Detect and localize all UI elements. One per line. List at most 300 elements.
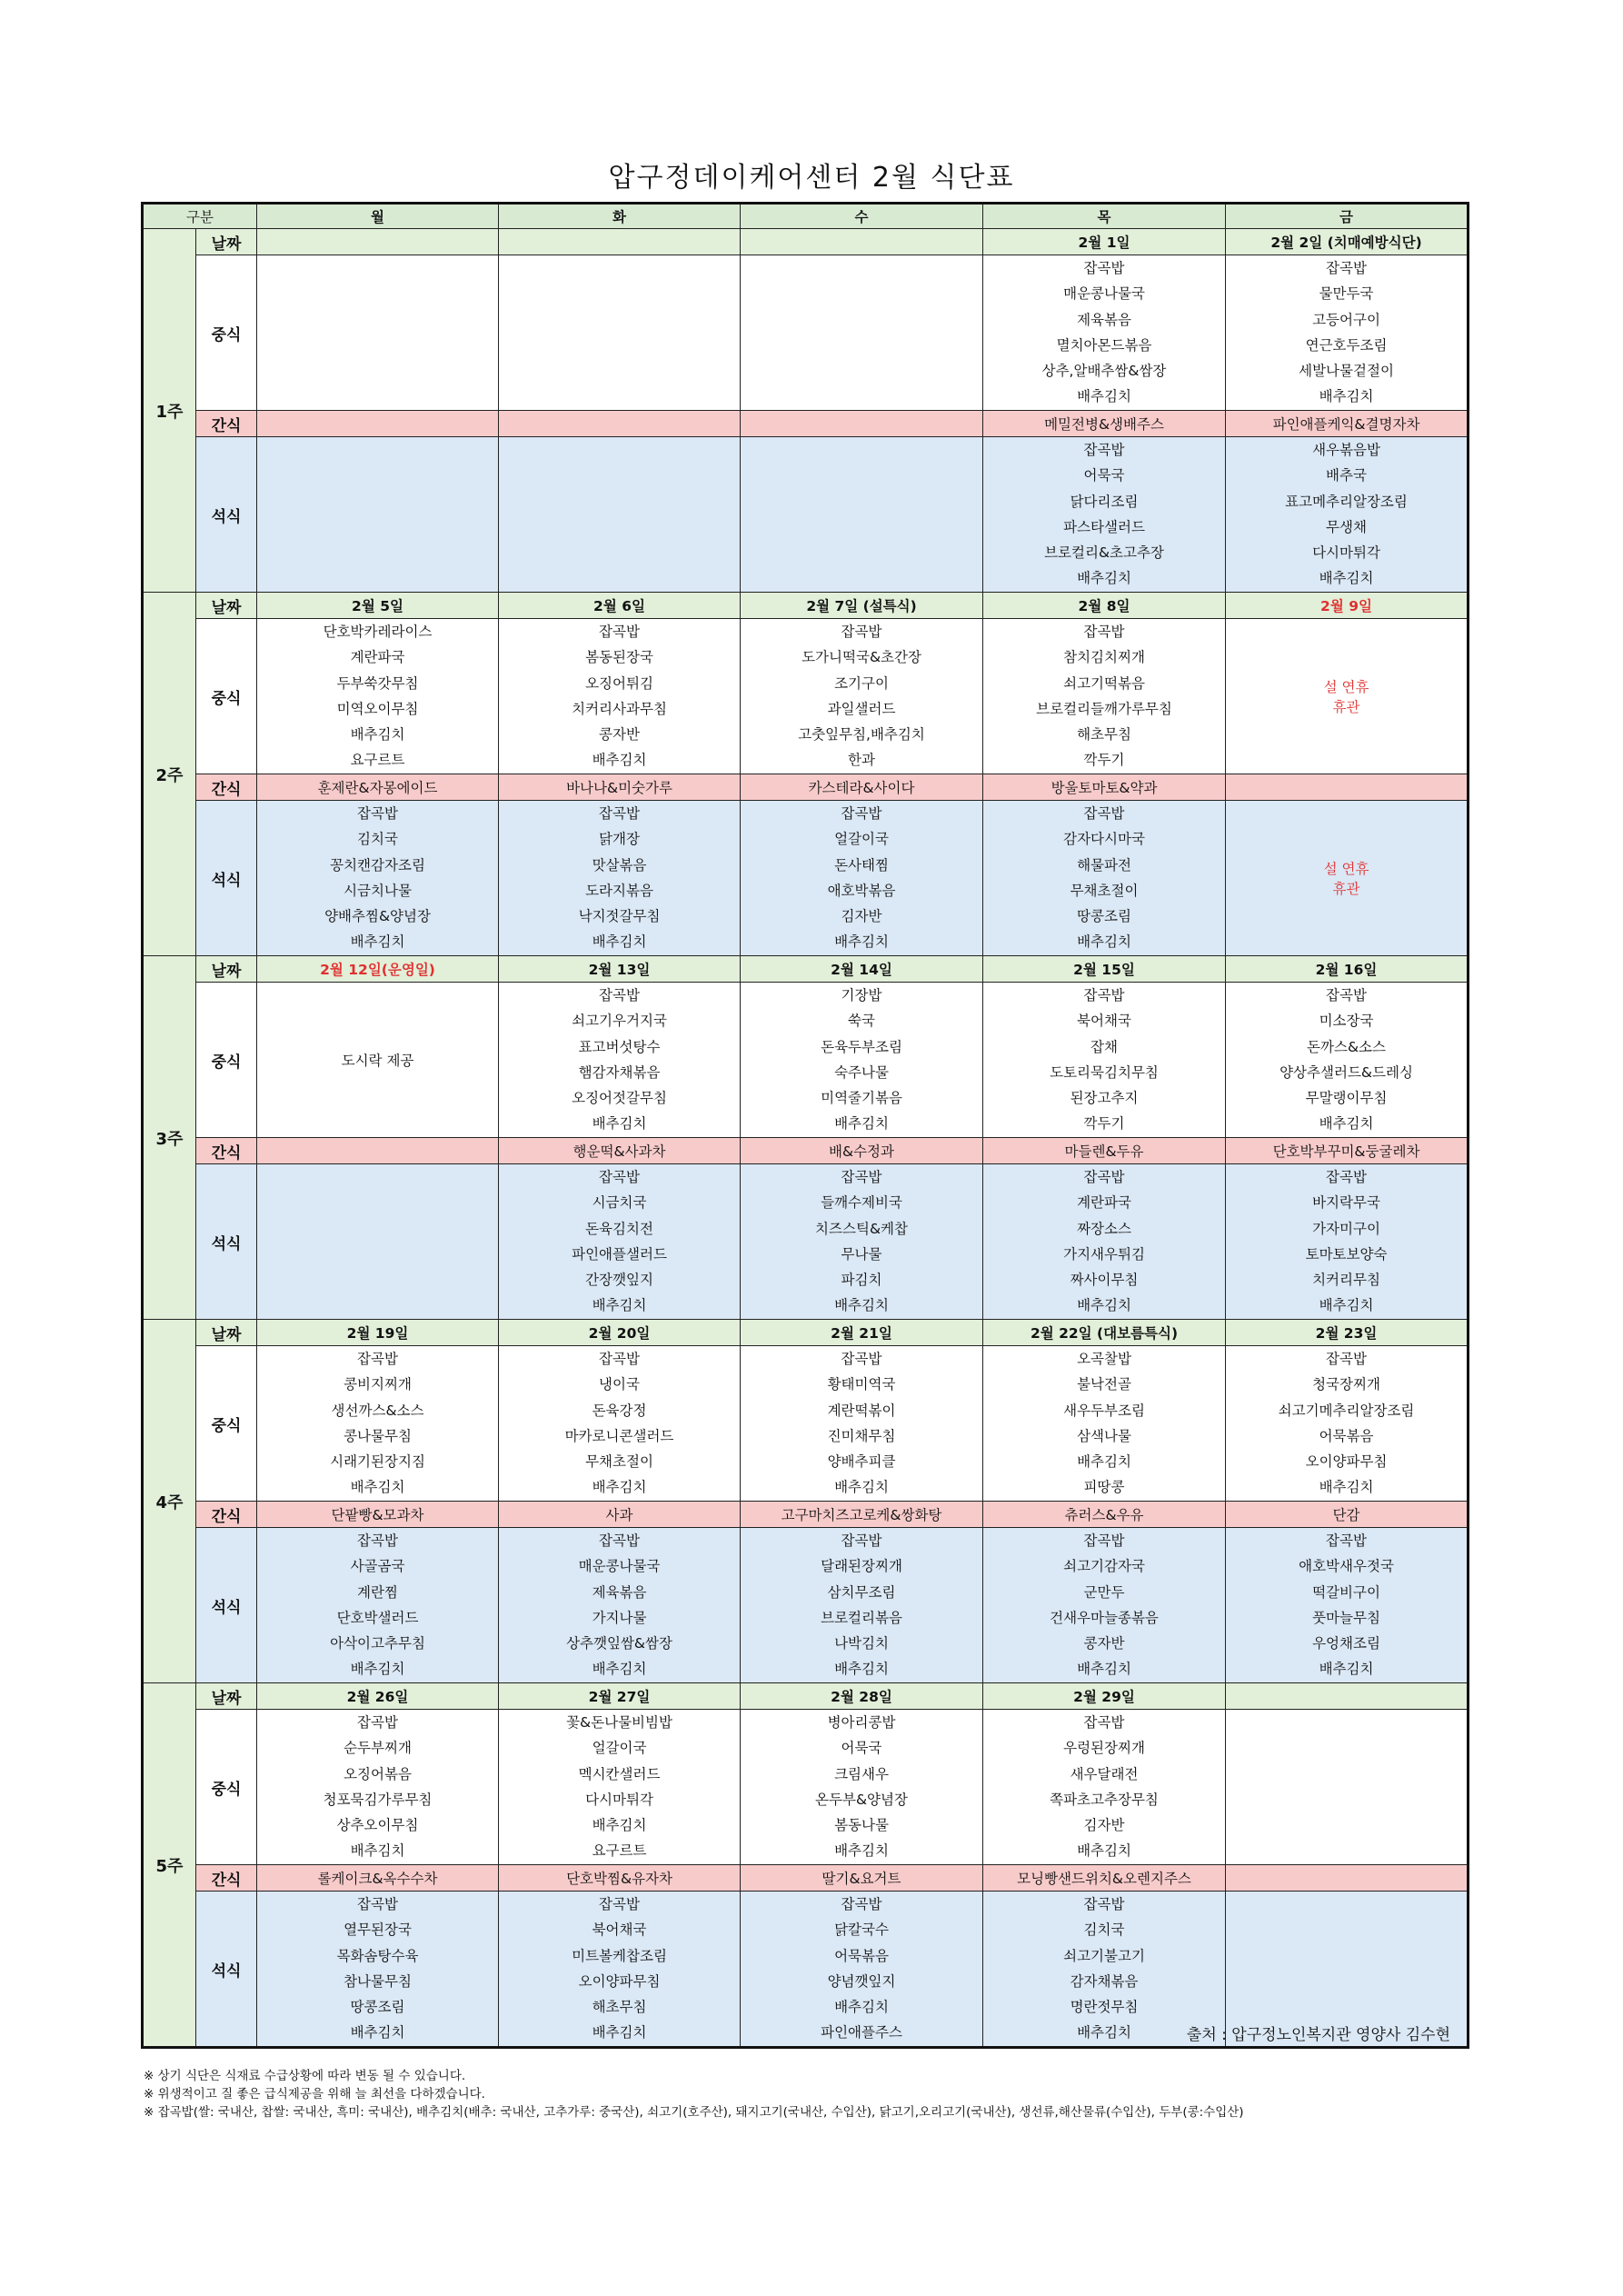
menu-item: 브로컬리들깨가루무침	[1036, 700, 1172, 717]
menu-item: 삼색나물	[1077, 1427, 1131, 1444]
menu-item: 쇠고기감자국	[1063, 1558, 1145, 1575]
menu-item: 계란찜	[357, 1583, 398, 1601]
menu-item: 어묵국	[1083, 467, 1125, 484]
menu-item: 잡곡밥	[1083, 805, 1125, 822]
menu-item: 짜장소스	[1077, 1220, 1131, 1237]
date-cell: 2월 23일	[1226, 1320, 1469, 1346]
menu-item: 멸치아몬드볶음	[1056, 336, 1152, 354]
menu-item: 돈사태찜	[834, 856, 889, 873]
menu-item: 잡곡밥	[841, 1351, 882, 1367]
menu-item: 맛살볶음	[592, 856, 647, 873]
row-label-dinner: 석식	[196, 801, 257, 956]
menu-item: 달래된장찌개	[821, 1558, 902, 1575]
menu-item: 잡곡밥	[841, 1169, 882, 1185]
week-label: 4주	[143, 1320, 196, 1683]
row-label-date: 날짜	[196, 593, 257, 619]
dinner-menu-cell	[499, 437, 741, 593]
menu-item: 순두부찌개	[344, 1740, 412, 1757]
menu-item: 토마토보양숙	[1305, 1245, 1388, 1263]
page-title: 압구정데이케어센터 2월 식단표	[608, 162, 1015, 194]
menu-item: 돈육김치전	[585, 1220, 653, 1237]
snack-row	[143, 411, 1469, 437]
menu-item: 양념깻잎지	[827, 1972, 896, 1990]
menu-item: 미역오이무침	[336, 700, 419, 717]
menu-item: 잡곡밥	[1083, 260, 1125, 276]
dinner-menu-cell	[1226, 1164, 1469, 1320]
date-cell: 2월 20일	[499, 1320, 741, 1346]
dinner-menu-cell	[983, 801, 1226, 956]
menu-item: 얼갈이국	[592, 1740, 647, 1757]
snack-cell: 츄러스&우유	[983, 1502, 1226, 1528]
menu-item: 어묵국	[841, 1740, 882, 1757]
menu-item: 잡곡밥	[841, 1896, 882, 1912]
menu-item: 생선까스&소스	[331, 1402, 424, 1419]
menu-item: 명란젓무침	[1070, 1999, 1139, 2016]
menu-item: 잡곡밥	[357, 1532, 398, 1549]
menu-item: 꽁치캔감자조림	[330, 856, 425, 873]
row-label-lunch: 중식	[196, 255, 257, 411]
menu-item: 잡곡밥	[841, 624, 882, 640]
menu-item: 배추김치	[592, 1479, 647, 1496]
menu-item: 상추,알배추쌈&쌈장	[1041, 363, 1167, 380]
menu-item: 제육볶음	[1077, 311, 1131, 328]
menu-item: 잡곡밥	[841, 805, 882, 822]
menu-item: 깍두기	[1083, 1115, 1125, 1133]
menu-item: 배추김치	[350, 1661, 405, 1678]
menu-item: 두부쑥갓무침	[336, 674, 419, 692]
snack-cell	[741, 411, 983, 437]
menu-item: 오징어볶음	[344, 1765, 412, 1782]
date-cell: 2월 29일	[983, 1683, 1226, 1710]
row-label-dinner: 석식	[196, 1528, 257, 1683]
date-row	[143, 1320, 1469, 1346]
menu-item: 잡채	[1090, 1038, 1118, 1055]
lunch-menu-cell	[1226, 1710, 1469, 1865]
header-day-fri: 금	[1226, 204, 1469, 229]
dinner-menu-cell	[741, 1164, 983, 1320]
header-day-wed: 수	[741, 204, 983, 229]
lunch-menu-cell	[257, 1710, 499, 1865]
date-cell: 2월 7일 (설특식)	[741, 593, 983, 619]
menu-item: 쇠고기불고기	[1063, 1947, 1145, 1964]
date-cell: 2월 15일	[983, 956, 1226, 983]
menu-item: 배추김치	[1077, 1661, 1131, 1678]
snack-cell: 단호박찜&유자차	[499, 1865, 741, 1892]
menu-item: 사골곰국	[350, 1558, 405, 1575]
menu-item: 목화솜탕수육	[336, 1947, 419, 1964]
snack-cell: 단호박부꾸미&둥굴레차	[1226, 1138, 1469, 1164]
dinner-menu-cell	[499, 1892, 741, 2048]
menu-item: 우렁된장찌개	[1063, 1740, 1145, 1757]
row-label-dinner: 석식	[196, 1892, 257, 2048]
dinner-menu-cell	[257, 1164, 499, 1320]
snack-cell: 배&수정과	[741, 1138, 983, 1164]
menu-item: 봄동나물	[834, 1817, 889, 1834]
date-cell: 2월 1일	[983, 229, 1226, 255]
week-label: 3주	[143, 956, 196, 1320]
menu-item: 땅콩조림	[1077, 908, 1131, 925]
menu-item: 참나물무침	[344, 1972, 412, 1990]
lunch-menu-cell	[257, 983, 499, 1138]
row-label-lunch: 중식	[196, 1346, 257, 1502]
menu-item: 들깨수제비국	[821, 1194, 902, 1212]
menu-item: 군만두	[1083, 1583, 1125, 1601]
row-label-lunch: 중식	[196, 1710, 257, 1865]
lunch-menu-cell	[257, 1346, 499, 1502]
menu-item: 잡곡밥	[599, 1532, 640, 1549]
menu-item: 제육볶음	[592, 1583, 647, 1601]
dinner-menu-cell	[983, 437, 1226, 593]
menu-item: 크림새우	[834, 1765, 889, 1782]
snack-cell	[1226, 1865, 1469, 1892]
menu-item: 간장깻잎지	[585, 1272, 653, 1289]
menu-item: 잡곡밥	[599, 1351, 640, 1367]
note-line: ※ 잡곡밥(쌀: 국내산, 찹쌀: 국내산, 흑미: 국내산), 배추김치(배추: 국내산, 고추가루: 중국산), 쇠고기(호주산), 돼지고기(국내산, 수입산), 닭고기,오리고기(국내산), 생선류,해산물류(수입산), 두부(콩:수입산)	[144, 2105, 1244, 2120]
header-row	[143, 204, 1469, 229]
menu-item: 미역줄기볶음	[821, 1090, 902, 1107]
menu-item: 배추김치	[834, 1479, 889, 1496]
menu-item: 배추김치	[834, 1999, 889, 2016]
menu-item: 쇠고기메추리알장조림	[1278, 1402, 1415, 1419]
snack-cell: 메밀전병&생배주스	[983, 411, 1226, 437]
date-row	[143, 229, 1469, 255]
menu-item: 온두부&양념장	[815, 1791, 908, 1808]
row-label-date: 날짜	[196, 1320, 257, 1346]
header-corner: 구분	[143, 204, 257, 229]
menu-item: 파인애플주스	[821, 2024, 902, 2041]
menu-item: 고춧잎무침,배추김치	[798, 726, 925, 744]
menu-item: 도라지볶음	[585, 882, 653, 899]
menu-item: 풋마늘무침	[1312, 1609, 1380, 1626]
snack-cell	[1226, 774, 1469, 801]
date-cell: 2월 2일 (치매예방식단)	[1226, 229, 1469, 255]
menu-item: 된장고추지	[1070, 1090, 1139, 1107]
menu-item: 꽃&돈나물비빔밥	[566, 1714, 672, 1731]
snack-cell: 딸기&요거트	[741, 1865, 983, 1892]
meal-plan-table	[141, 202, 1469, 2049]
snack-row	[143, 1865, 1469, 1892]
menu-item: 마카로니콘샐러드	[564, 1427, 674, 1444]
menu-item: 쇠고기우거지국	[572, 1013, 667, 1030]
menu-item: 황태미역국	[827, 1376, 896, 1393]
menu-item: 상추오이무침	[336, 1817, 419, 1834]
menu-item: 배추김치	[834, 1115, 889, 1133]
menu-item: 계란파국	[1077, 1194, 1131, 1212]
note-line: ※ 상기 식단은 식재료 수급상황에 따라 변동 될 수 있습니다.	[144, 2069, 466, 2083]
menu-item: 불낙전골	[1077, 1376, 1131, 1393]
menu-item: 잡곡밥	[599, 987, 640, 1003]
menu-item: 가지나물	[592, 1609, 647, 1626]
lunch-menu-cell	[983, 255, 1226, 411]
menu-item: 얼갈이국	[834, 831, 889, 848]
menu-item: 해물파전	[1077, 856, 1131, 873]
menu-item: 도시락 제공	[341, 1053, 414, 1069]
snack-cell: 마들렌&두유	[983, 1138, 1226, 1164]
menu-item: 잡곡밥	[1083, 1169, 1125, 1185]
source-credit: 출처 : 압구정노인복지관 영양사 김수현	[1186, 2026, 1450, 2044]
menu-item: 배추김치	[350, 1842, 405, 1860]
menu-item: 배추김치	[592, 752, 647, 769]
menu-item: 무나물	[841, 1245, 882, 1263]
lunch-menu-cell	[741, 1346, 983, 1502]
menu-item: 배추국	[1326, 467, 1367, 484]
snack-cell: 행운떡&사과차	[499, 1138, 741, 1164]
menu-item: 배추김치	[1077, 1453, 1131, 1471]
menu-item: 브로컬리볶음	[821, 1609, 902, 1626]
menu-item: 김치국	[1083, 1922, 1125, 1939]
date-cell: 2월 26일	[257, 1683, 499, 1710]
snack-cell: 단팥빵&모과차	[257, 1502, 499, 1528]
menu-item: 미소장국	[1319, 1013, 1374, 1030]
menu-item: 무말랭이무침	[1305, 1090, 1388, 1107]
menu-item: 배추김치	[1319, 1479, 1374, 1496]
row-label-lunch: 중식	[196, 983, 257, 1138]
date-cell: 2월 19일	[257, 1320, 499, 1346]
dinner-menu-cell	[983, 1528, 1226, 1683]
date-cell: 2월 13일	[499, 956, 741, 983]
week-label: 2주	[143, 593, 196, 956]
dinner-row	[143, 437, 1469, 593]
date-cell: 2월 9일	[1226, 593, 1469, 619]
date-row	[143, 1683, 1469, 1710]
header-day-tue: 화	[499, 204, 741, 229]
date-cell: 2월 27일	[499, 1683, 741, 1710]
menu-item: 파인애플샐러드	[572, 1245, 667, 1263]
dinner-menu-cell	[499, 801, 741, 956]
date-cell: 2월 14일	[741, 956, 983, 983]
lunch-menu-cell	[257, 619, 499, 774]
dinner-menu-cell	[257, 801, 499, 956]
menu-item: 애호박볶음	[827, 882, 896, 899]
menu-item: 새우달래전	[1070, 1765, 1139, 1782]
menu-item: 콩자반	[599, 726, 640, 744]
row-label-dinner: 석식	[196, 437, 257, 593]
snack-cell: 고구마치즈고로케&쌍화탕	[741, 1502, 983, 1528]
row-label-snack: 간식	[196, 774, 257, 801]
dinner-menu-cell	[1226, 801, 1469, 956]
menu-item: 도토리묵김치무침	[1050, 1063, 1159, 1081]
row-label-date: 날짜	[196, 1683, 257, 1710]
menu-item: 시래기된장지짐	[330, 1453, 425, 1471]
menu-item: 냉이국	[599, 1376, 640, 1393]
menu-item: 피땅콩	[1083, 1479, 1125, 1496]
snack-cell: 카스테라&사이다	[741, 774, 983, 801]
date-cell: 2월 21일	[741, 1320, 983, 1346]
menu-item: 배추김치	[1077, 1842, 1131, 1860]
menu-item: 진미채무침	[827, 1427, 896, 1444]
menu-item: 감자다시마국	[1063, 831, 1145, 848]
lunch-menu-cell	[499, 1710, 741, 1865]
menu-item: 콩비지찌개	[344, 1376, 412, 1393]
menu-item: 잡곡밥	[357, 1351, 398, 1367]
menu-item: 닭칼국수	[834, 1922, 889, 1939]
row-label-date: 날짜	[196, 956, 257, 983]
snack-cell: 사과	[499, 1502, 741, 1528]
menu-item: 잡곡밥	[599, 1896, 640, 1912]
menu-item: 배추김치	[1077, 2024, 1131, 2041]
dinner-menu-cell	[257, 437, 499, 593]
menu-item: 돈까스&소스	[1307, 1038, 1386, 1055]
menu-item: 무채초절이	[585, 1453, 653, 1471]
menu-item: 배추김치	[1077, 388, 1131, 405]
lunch-row	[143, 983, 1469, 1138]
menu-item: 햄감자채볶음	[578, 1063, 661, 1081]
snack-cell: 단감	[1226, 1502, 1469, 1528]
lunch-menu-cell	[983, 983, 1226, 1138]
menu-item: 쪽파초고추장무침	[1050, 1791, 1159, 1808]
dinner-row	[143, 801, 1469, 956]
menu-item: 무생채	[1326, 518, 1367, 535]
menu-item: 파김치	[841, 1272, 882, 1289]
menu-item: 시금치국	[592, 1194, 647, 1212]
dinner-menu-cell	[741, 1892, 983, 2048]
menu-item: 계란떡볶이	[827, 1402, 896, 1419]
menu-item: 해초무침	[1077, 726, 1131, 744]
header-day-thu: 목	[983, 204, 1226, 229]
holiday-text: 휴관	[1332, 881, 1360, 897]
menu-item: 잡곡밥	[599, 624, 640, 640]
holiday-text: 설 연휴	[1323, 679, 1369, 695]
lunch-menu-cell	[983, 1710, 1226, 1865]
menu-item: 삼치무조림	[827, 1583, 896, 1601]
menu-item: 배추김치	[592, 1817, 647, 1834]
menu-item: 병아리콩밥	[827, 1714, 896, 1731]
menu-item: 연근호두조림	[1305, 336, 1388, 354]
menu-item: 잡곡밥	[1326, 260, 1367, 276]
menu-item: 아삭이고추무침	[330, 1635, 425, 1652]
menu-item: 잡곡밥	[1083, 1714, 1125, 1731]
menu-item: 북어채국	[1077, 1013, 1131, 1030]
week-label: 1주	[143, 229, 196, 593]
menu-item: 배추김치	[1077, 933, 1131, 951]
menu-item: 배추김치	[834, 933, 889, 951]
menu-item: 잡곡밥	[357, 1714, 398, 1731]
date-cell: 2월 6일	[499, 593, 741, 619]
menu-item: 배추김치	[592, 933, 647, 951]
menu-item: 땅콩조림	[350, 1999, 405, 2016]
menu-item: 시금치나물	[344, 882, 412, 899]
menu-item: 쇠고기떡볶음	[1063, 674, 1145, 692]
row-label-snack: 간식	[196, 411, 257, 437]
lunch-row	[143, 1710, 1469, 1865]
menu-item: 표고버섯탕수	[578, 1038, 661, 1055]
dinner-menu-cell	[741, 801, 983, 956]
dinner-menu-cell	[499, 1528, 741, 1683]
dinner-row	[143, 1528, 1469, 1683]
row-label-date: 날짜	[196, 229, 257, 255]
menu-item: 배추김치	[350, 726, 405, 744]
date-cell	[741, 229, 983, 255]
menu-item: 배추김치	[1319, 1661, 1374, 1678]
dinner-menu-cell	[741, 437, 983, 593]
lunch-menu-cell	[741, 1710, 983, 1865]
lunch-menu-cell	[741, 255, 983, 411]
snack-cell: 모닝빵샌드위치&오렌지주스	[983, 1865, 1226, 1892]
lunch-menu-cell	[257, 255, 499, 411]
menu-item: 잡곡밥	[1083, 624, 1125, 640]
menu-item: 배추김치	[834, 1842, 889, 1860]
menu-item: 한과	[848, 752, 875, 769]
menu-item: 김자반	[1083, 1817, 1125, 1834]
note-line: ※ 위생적이고 질 좋은 급식제공을 위해 늘 최선을 다하겠습니다.	[144, 2087, 485, 2101]
menu-item: 감자채볶음	[1070, 1972, 1139, 1990]
menu-item: 배추김치	[592, 1661, 647, 1678]
menu-item: 다시마튀각	[585, 1791, 653, 1808]
menu-item: 닭다리조림	[1070, 493, 1139, 510]
menu-item: 잡곡밥	[841, 1532, 882, 1549]
menu-item: 과일샐러드	[827, 700, 896, 717]
date-cell: 2월 28일	[741, 1683, 983, 1710]
menu-item: 계란파국	[350, 649, 405, 666]
menu-item: 미트볼케찹조림	[572, 1947, 667, 1964]
menu-item: 파스타샐러드	[1063, 518, 1145, 535]
menu-item: 다시마튀각	[1312, 544, 1380, 562]
menu-item: 가지새우튀김	[1063, 1245, 1145, 1263]
menu-item: 오곡찰밥	[1077, 1351, 1131, 1367]
row-label-snack: 간식	[196, 1502, 257, 1528]
snack-cell: 훈제란&자몽에이드	[257, 774, 499, 801]
menu-item: 무채초절이	[1070, 882, 1139, 899]
menu-item: 닭개장	[599, 831, 640, 848]
dinner-menu-cell	[257, 1528, 499, 1683]
menu-item: 단호박샐러드	[336, 1609, 419, 1626]
menu-item: 단호박카레라이스	[323, 624, 433, 640]
menu-item: 배추김치	[1319, 570, 1374, 587]
row-label-dinner: 석식	[196, 1164, 257, 1320]
snack-cell: 파인애플케익&결명자차	[1226, 411, 1469, 437]
menu-item: 오이양파무침	[578, 1972, 661, 1990]
menu-item: 고등어구이	[1312, 311, 1380, 328]
menu-item: 떡갈비구이	[1312, 1583, 1380, 1601]
menu-item: 배추김치	[350, 1479, 405, 1496]
menu-item: 세발나물겉절이	[1299, 363, 1394, 380]
lunch-menu-cell	[741, 983, 983, 1138]
menu-item: 잡곡밥	[1326, 1351, 1367, 1367]
menu-item: 나박김치	[834, 1635, 889, 1652]
date-cell: 2월 8일	[983, 593, 1226, 619]
menu-item: 잡곡밥	[1083, 442, 1125, 458]
lunch-menu-cell	[741, 619, 983, 774]
snack-cell: 방울토마토&약과	[983, 774, 1226, 801]
menu-item: 북어채국	[592, 1922, 647, 1939]
menu-item: 치커리무침	[1312, 1272, 1380, 1289]
lunch-menu-cell	[983, 1346, 1226, 1502]
dinner-row	[143, 1164, 1469, 1320]
snack-cell: 롤케이크&옥수수차	[257, 1865, 499, 1892]
lunch-row	[143, 619, 1469, 774]
holiday-text: 설 연휴	[1323, 861, 1369, 877]
menu-item: 잡곡밥	[357, 1896, 398, 1912]
menu-item: 브로컬리&초고추장	[1044, 544, 1164, 562]
menu-item: 조기구이	[834, 674, 889, 692]
lunch-row	[143, 1346, 1469, 1502]
lunch-menu-cell	[983, 619, 1226, 774]
menu-item: 치커리사과무침	[572, 700, 667, 717]
menu-item: 김자반	[841, 908, 882, 925]
menu-item: 쑥국	[848, 1013, 875, 1030]
menu-item: 잡곡밥	[1083, 1896, 1125, 1912]
menu-item: 매운콩나물국	[578, 1558, 661, 1575]
date-cell	[257, 229, 499, 255]
menu-item: 열무된장국	[344, 1922, 412, 1939]
menu-item: 돈육강정	[592, 1402, 647, 1419]
menu-item: 잡곡밥	[599, 805, 640, 822]
menu-item: 오징어젓갈무침	[572, 1090, 667, 1107]
menu-item: 배추김치	[592, 1297, 647, 1314]
menu-item: 잡곡밥	[1083, 987, 1125, 1003]
menu-item: 잡곡밥	[357, 805, 398, 822]
menu-item: 우엉채조림	[1312, 1635, 1380, 1652]
